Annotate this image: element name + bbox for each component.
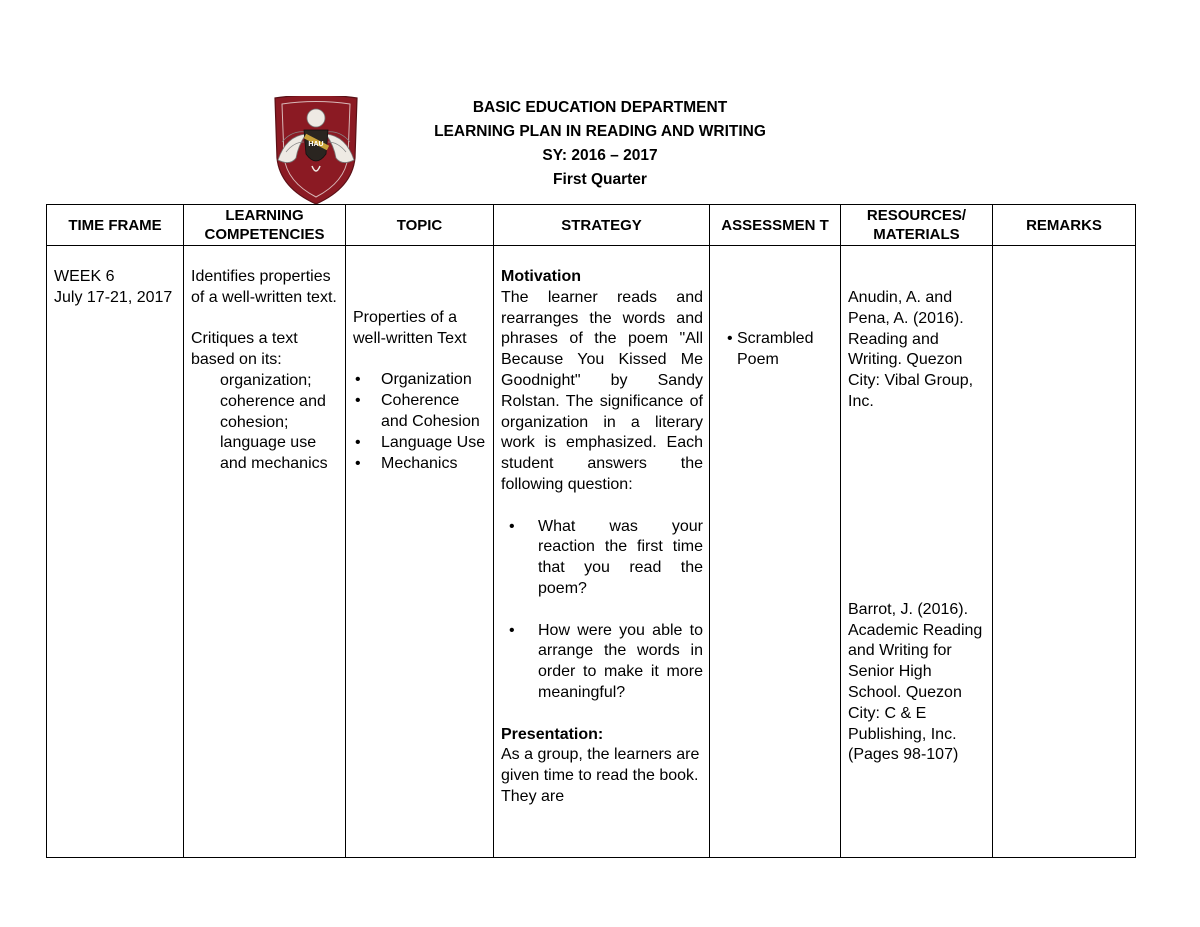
topic-bullets — [353, 370, 487, 474]
column-header: TOPIC — [346, 205, 494, 246]
list-item: • Language Use — [353, 433, 487, 454]
list-item: • Coherence and Cohesion — [353, 391, 487, 433]
column-header: ASSESSMEN T — [710, 205, 841, 246]
learning-plan-table — [46, 204, 1136, 858]
column-header: LEARNING COMPETENCIES — [184, 205, 346, 246]
list-item: • Organization — [353, 370, 487, 391]
motivation-text: The learner reads and rearranges the words and phrases of the poem "All Because You Kissed Me Goodnight" by Sandy Rolstan. The significance of organization in a literary work is emphasized. Each student answers the following question: — [501, 288, 703, 493]
resource-reference: Anudin, A. and Pena, A. (2016). Reading and Writing. Quezon City: Vibal Group, Inc. — [848, 289, 974, 410]
question-list — [501, 517, 703, 704]
topic-title: Properties of a well-written Text — [353, 309, 467, 347]
school-year: SY: 2016 – 2017 — [542, 147, 658, 164]
week-dates: July 17-21, 2017 — [54, 288, 173, 306]
quarter-label: First Quarter — [553, 171, 647, 188]
column-header: STRATEGY — [494, 205, 710, 246]
topic-cell — [346, 246, 494, 858]
list-item: • Mechanics — [353, 454, 487, 475]
time-frame-cell — [47, 246, 184, 858]
list-item: • Scrambled Poem — [717, 329, 834, 371]
presentation-text: As a group, the learners are given time to read the book. They are — [501, 746, 700, 805]
motivation-heading: Motivation — [501, 268, 581, 285]
document-header — [300, 96, 900, 192]
assessment-cell — [710, 246, 841, 858]
competency-item: Critiques a text based on its: — [191, 330, 298, 369]
remarks-cell — [993, 246, 1136, 858]
column-header: RESOURCES/ MATERIALS — [841, 205, 993, 246]
strategy-cell — [494, 246, 710, 858]
plan-title: LEARNING PLAN IN READING AND WRITING — [434, 123, 766, 140]
department-title: BASIC EDUCATION DEPARTMENT — [472, 99, 728, 116]
column-header: TIME FRAME — [47, 205, 184, 246]
table-header-row — [47, 205, 1136, 246]
list-item: • How were you able to arrange the words in order to make it more meaningful? — [501, 621, 703, 704]
week-label: WEEK 6 — [54, 268, 115, 285]
resource-reference: Barrot, J. (2016). Academic Reading and Writing for Senior High School. Quezon City: C & E Publishing, Inc. (Pages 98-107) — [848, 600, 983, 764]
table-row — [47, 246, 1136, 858]
assessment-bullets — [717, 329, 834, 371]
column-header: REMARKS — [993, 205, 1136, 246]
presentation-heading: Presentation: — [501, 725, 604, 743]
resources-cell — [841, 246, 993, 858]
competency-item: Identifies properties of a well-written text. — [191, 268, 337, 306]
competencies-cell — [184, 246, 346, 858]
svg-text:HAU: HAU — [308, 141, 324, 148]
list-item: • What was your reaction the first time that you read the poem? — [501, 517, 703, 600]
competency-detail: organization; coherence and cohesion; language use and mechanics — [220, 371, 328, 473]
